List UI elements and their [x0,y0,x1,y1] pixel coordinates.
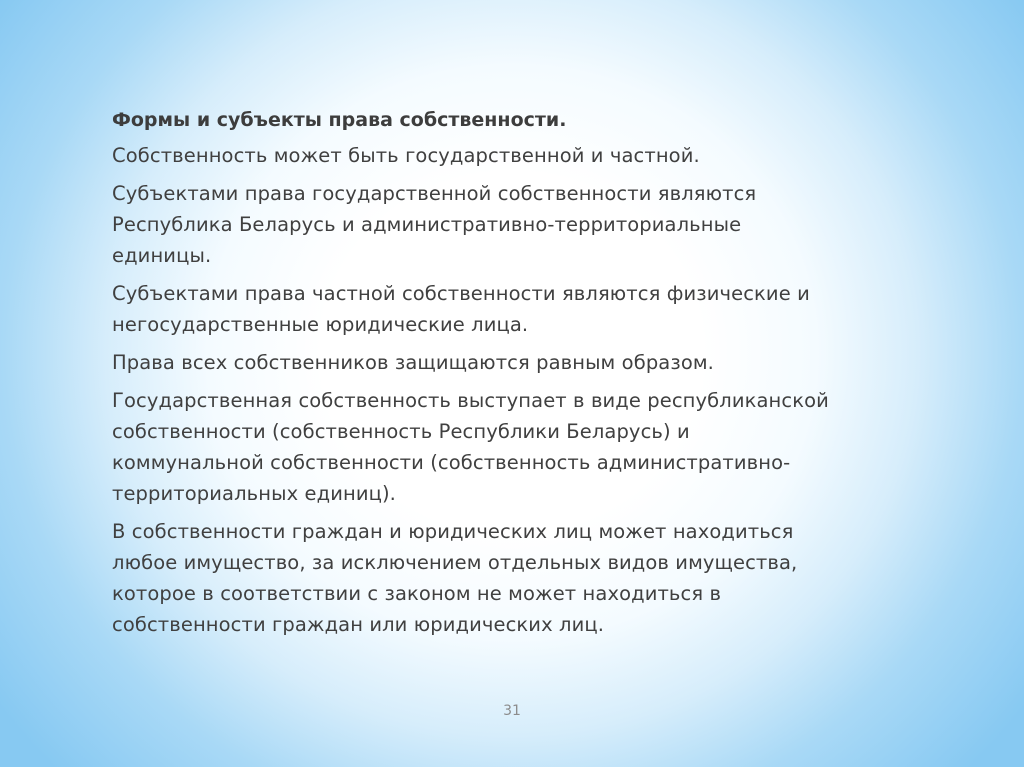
paragraph-4 [112,347,912,378]
paragraph-2 [112,178,912,271]
text-line: которое в соответствии с законом не может находиться в [112,582,722,605]
text-line: Субъектами права частной собственности являются физические и [112,282,810,305]
text-line: негосударственные юридические лица. [112,313,529,336]
slide-heading: Формы и субъекты права собственности. [112,109,567,131]
text-line: единицы. [112,244,212,267]
text-line: Государственная собственность выступает в виде республиканской [112,389,829,412]
paragraph-1 [112,140,912,171]
text-line: Собственность может быть государственной и частной. [112,144,700,167]
paragraph-3 [112,278,912,340]
text-line: коммунальной собственности (собственность административно- [112,451,791,474]
slide-content [112,104,912,647]
text-line: любое имущество, за исключением отдельных видов имущества, [112,551,798,574]
text-line: В собственности граждан и юридических лиц может находиться [112,520,794,543]
text-line: территориальных единиц). [112,482,396,505]
text-line: собственности (собственность Республики Беларусь) и [112,420,690,443]
paragraph-5 [112,385,912,509]
text-line: Субъектами права государственной собственности являются [112,182,757,205]
page-number: 31 [503,703,521,719]
text-line: Права всех собственников защищаются равным образом. [112,351,714,374]
text-line: собственности граждан или юридических лиц. [112,613,605,636]
paragraph-6 [112,516,912,640]
text-line: Республика Беларусь и административно-территориальные [112,213,742,236]
